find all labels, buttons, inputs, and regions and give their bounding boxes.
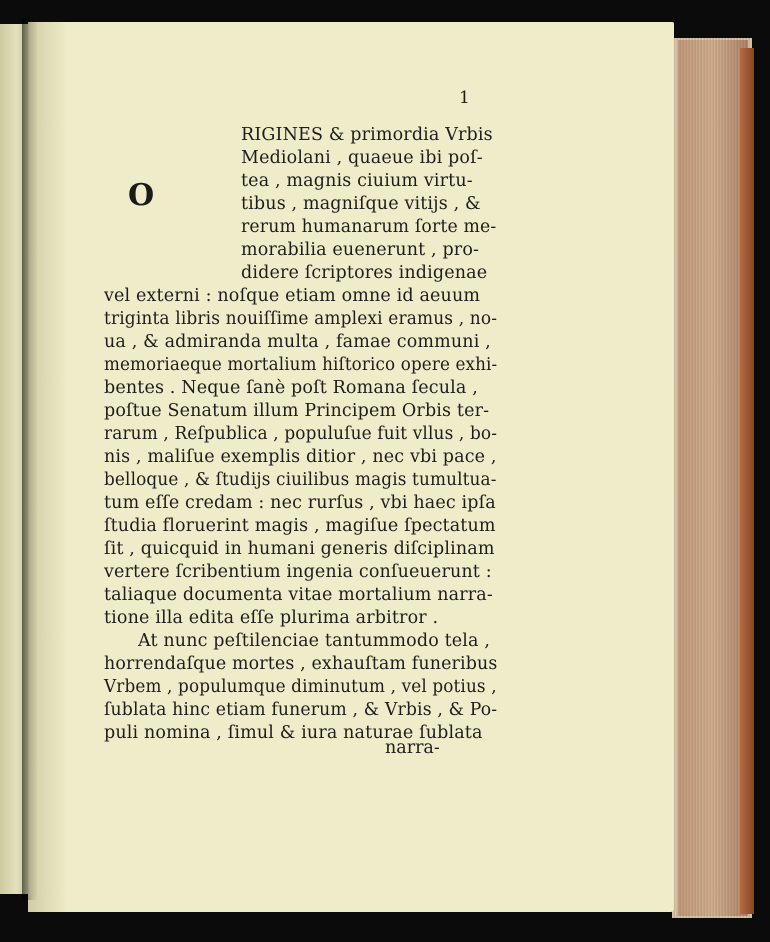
text-line: taliaque documenta vitae mortalium narra- [104, 585, 493, 605]
fore-edge-tint [678, 40, 748, 916]
text-line: horrendaſque mortes , exhauſtam funeribus [104, 654, 498, 674]
text-line: belloque , & ſtudijs ciuilibus magis tumultua- [104, 470, 497, 490]
text-line: ſit , quicquid in humani generis diſciplinam [104, 539, 495, 559]
text-line: vel externi : noſque etiam omne id aeuum [104, 286, 481, 306]
text-line: tea , magnis ciuium virtu- [241, 171, 473, 191]
text-line: At nunc peſtilenciae tantummodo tela , [138, 631, 491, 651]
page-number: 1 [459, 88, 470, 108]
text-line: tum eſſe credam : nec rurſus , vbi haec ipſa [104, 493, 496, 513]
text-line: Vrbem , populumque diminutum , vel potius , [104, 677, 497, 697]
text-line: Mediolani , quaeue ibi poſ- [241, 148, 483, 168]
text-line: didere ſcriptores indigenae [241, 263, 488, 283]
text-line: puli nomina , ſimul & iura naturae ſublata [104, 723, 483, 743]
text-line: triginta libris nouiſſime amplexi eramus , no- [104, 309, 498, 329]
text-line: poſtue Senatum illum Principem Orbis ter- [104, 401, 490, 421]
text-line: morabilia euenerunt , pro- [241, 240, 480, 260]
text-line: tione illa edita eſſe plurima arbitror . [104, 608, 439, 628]
book-cover-board [740, 48, 754, 914]
text-line: RIGINES & primordia Vrbis [241, 125, 493, 145]
text-line: memoriaeque mortalium hiſtorico opere exhi- [104, 355, 498, 375]
drop-initial: O [128, 178, 155, 213]
text-line: bentes . Neque ſanè poſt Romana ſecula , [104, 378, 478, 398]
text-line: ſublata hinc etiam funerum , & Vrbis , & Po- [104, 700, 498, 720]
text-line: ſtudia floruerint magis , magiſue ſpectatum [104, 516, 496, 536]
text-line: rarum , Reſpublica , populuſue fuit vllus , bo- [104, 424, 498, 444]
text-line: tibus , magniſque vitijs , & [241, 194, 481, 214]
text-line: vertere ſcribentium ingenia conſueuerunt : [104, 562, 492, 582]
text-line: rerum humanarum ſorte me- [241, 217, 497, 237]
text-line: ua , & admiranda multa , famae communi , [104, 332, 491, 352]
text-line: nis , maliſue exemplis ditior , nec vbi pace , [104, 447, 497, 467]
catchword: narra- [385, 738, 440, 758]
